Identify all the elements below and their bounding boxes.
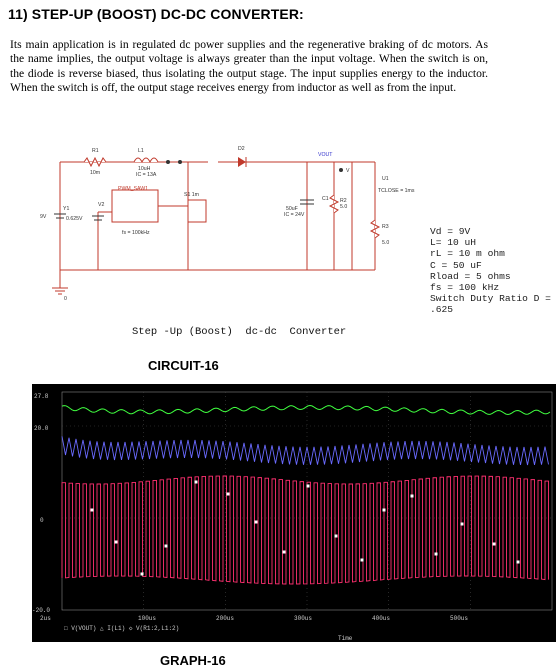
v-label: V [346, 168, 350, 174]
y1-value: 0.625V [66, 216, 83, 222]
circuit-caption: CIRCUIT-16 [148, 358, 219, 373]
fs-label: fs = 100kHz [122, 230, 150, 236]
v2-label: V2 [98, 202, 105, 208]
circuit-parameters [430, 226, 551, 316]
c1-value: 50uF [286, 206, 298, 212]
u1-tclose: TCLOSE = 1ms [378, 188, 415, 194]
y-tick: -20.0 [32, 607, 51, 614]
r1-value: 10m [90, 170, 101, 176]
y-tick: 27.8 [34, 393, 49, 400]
param-line: Vd = 9V [430, 226, 471, 237]
c1-label: C1 [322, 196, 329, 202]
data-marker [517, 561, 520, 564]
l1-label: L1 [138, 148, 144, 154]
y1-label: Y1 [63, 206, 70, 212]
r1-resistor [84, 158, 106, 166]
data-marker [435, 553, 438, 556]
param-line: Rload = 5 ohms [430, 270, 511, 282]
r3-label: R3 [382, 224, 389, 230]
l1-ic: IC = 13A [136, 172, 157, 178]
simulation-waveform-plot [32, 384, 556, 642]
x-tick: 400us [372, 615, 391, 622]
section-heading: 11) STEP-UP (BOOST) DC-DC CONVERTER: [8, 6, 304, 22]
r2-resistor [330, 195, 338, 213]
param-line: fs = 100 kHz [430, 282, 500, 294]
r1-label: R1 [92, 148, 99, 154]
param-line: .625 [430, 304, 454, 316]
data-marker [91, 509, 94, 512]
data-marker [283, 551, 286, 554]
x-tick: 100us [138, 615, 157, 622]
circuit-title: Step -Up (Boost) dc-dc Converter [132, 326, 347, 338]
l1-inductor [134, 158, 158, 162]
legend: □ V(VOUT) △ I(L1) ◇ V(R1:2,L1:2) [64, 625, 180, 632]
s1-label: S1 1m [184, 192, 199, 198]
l1-value: 10uH [138, 166, 151, 172]
data-marker [115, 541, 118, 544]
y-tick: 0 [40, 517, 44, 524]
data-marker [411, 495, 414, 498]
y-tick: 20.0 [34, 425, 49, 432]
r2-value: 5.0 [340, 204, 348, 210]
r2-label: R2 [340, 198, 347, 204]
data-marker [165, 545, 168, 548]
pwm-label: PWM_SAW1 [118, 186, 149, 192]
u1-label: U1 [382, 176, 389, 182]
data-marker [227, 493, 230, 496]
param-line: L= 10 uH [430, 237, 477, 249]
data-marker [461, 523, 464, 526]
ground-label: 0 [64, 296, 67, 302]
x-tick: 200us [216, 615, 235, 622]
d2-diode [238, 157, 246, 167]
x-tick: 300us [294, 615, 313, 622]
r3-value: 5.0 [382, 240, 390, 246]
data-marker [361, 559, 364, 562]
x-tick: 2us [40, 615, 51, 622]
vd-label: 9V [40, 214, 47, 220]
data-marker [335, 535, 338, 538]
x-axis-label: Time [338, 635, 353, 642]
r3-resistor [371, 220, 379, 238]
c1-ic: IC = 24V [284, 212, 305, 218]
data-marker [383, 509, 386, 512]
graph-caption: GRAPH-16 [160, 653, 226, 668]
x-tick: 500us [450, 615, 469, 622]
d2-label: D2 [238, 146, 245, 152]
data-marker [195, 481, 198, 484]
data-marker [141, 573, 144, 576]
data-marker [493, 543, 496, 546]
param-line: rL = 10 m ohm [430, 248, 505, 260]
vout-label: VOUT [318, 152, 333, 158]
description-paragraph: Its main application is in regulated dc power supplies and the regenerative braking of dc motors. As the name implies, the output voltage is always greater than the input voltage. When the switch is on, the diode is reverse biased, thus isolating the output stage. The input supplies energy to the inductor. When the switch is off, the output stage receives energy from inductor as well as from the input. [10, 38, 488, 95]
data-marker [255, 521, 258, 524]
param-line: C = 50 uF [430, 259, 482, 271]
data-marker [307, 485, 310, 488]
param-line: Switch Duty Ratio D = [430, 293, 551, 305]
